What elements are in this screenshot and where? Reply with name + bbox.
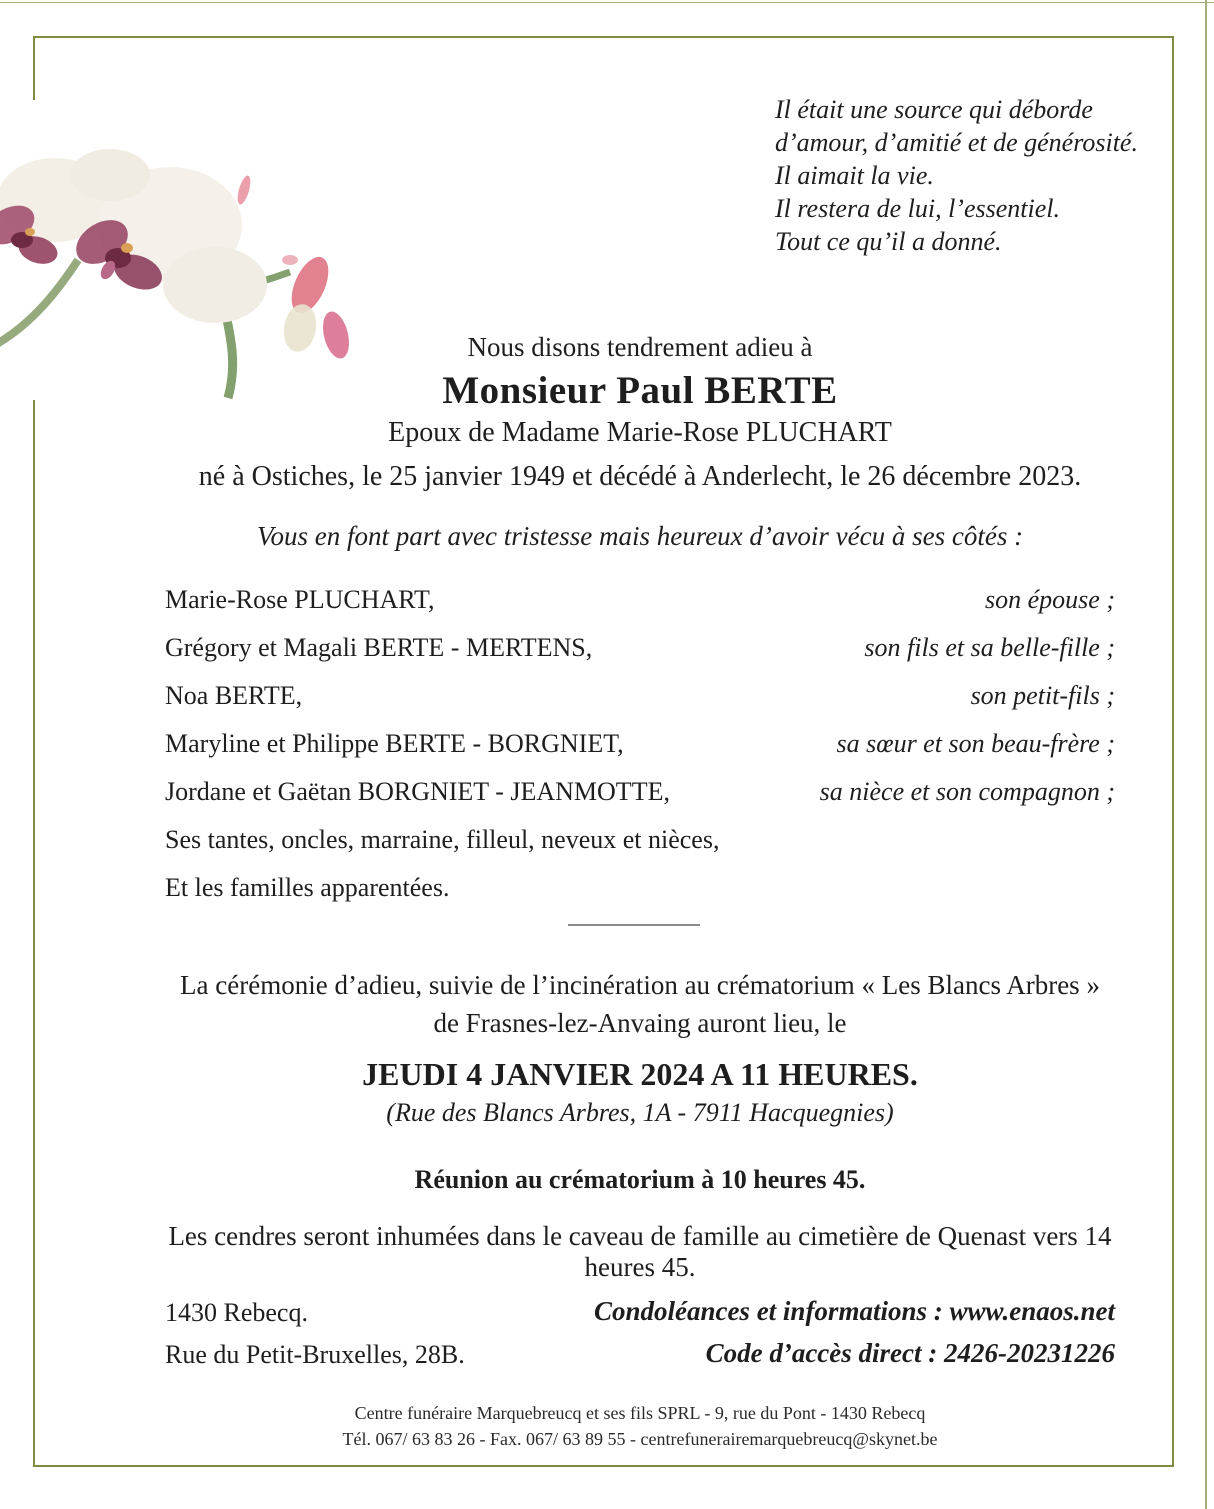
family-row	[165, 576, 1115, 624]
address-city: 1430 Rebecq.	[165, 1298, 308, 1327]
deceased-name: Monsieur Paul BERTE	[442, 369, 838, 412]
announcement-line: Vous en font part avec tristesse mais heureux d’avoir vécu à ses côtés :	[257, 521, 1024, 551]
ceremony-line: La cérémonie d’adieu, suivie de l’incinération au crématorium « Les Blancs Arbres »	[180, 970, 1100, 1000]
memorial-poem	[775, 93, 1155, 258]
scan-edge-right	[1205, 0, 1207, 1509]
condolences-info	[594, 1290, 1115, 1374]
farewell-intro: Nous disons tendrement adieu à	[467, 332, 813, 362]
poem-line: d’amour, d’amitié et de générosité.	[775, 128, 1138, 157]
ceremony-date: JEUDI 4 JANVIER 2024 A 11 HEURES.	[362, 1056, 918, 1092]
crematorium-address: (Rue des Blancs Arbres, 1A - 7911 Hacquegnies)	[386, 1098, 894, 1127]
section-divider	[568, 924, 700, 926]
family-names: Marie-Rose PLUCHART,	[165, 585, 435, 614]
access-code: Code d’accès direct : 2426-20231226	[705, 1338, 1115, 1368]
funeral-home-contact: Tél. 067/ 63 83 26 - Fax. 067/ 63 89 55 - centrefunerairemarquebreucq@skynet.be	[342, 1429, 938, 1449]
family-address	[165, 1292, 465, 1376]
family-row	[165, 624, 1115, 672]
family-names: Et les familles apparentées.	[165, 873, 450, 902]
family-relation: son épouse ;	[985, 585, 1115, 614]
condolences-url: Condoléances et informations : www.enaos.net	[593, 1296, 1115, 1326]
ceremony-line: de Frasnes-lez-Anvaing auront lieu, le	[433, 1008, 847, 1038]
family-list	[165, 576, 1115, 912]
family-names: Jordane et Gaëtan BORGNIET - JEANMOTTE,	[165, 777, 670, 806]
poem-line: Il était une source qui déborde	[775, 95, 1093, 124]
address-street: Rue du Petit-Bruxelles, 28B.	[165, 1340, 465, 1369]
family-names: Ses tantes, oncles, marraine, filleul, neveux et nièces,	[165, 825, 720, 854]
ceremony-paragraph	[165, 966, 1115, 1042]
family-row	[165, 768, 1115, 816]
ashes-line: Les cendres seront inhumées dans le caveau de famille au cimetière de Quenast vers 14 heures 45.	[168, 1221, 1112, 1282]
meeting-time: Réunion au crématorium à 10 heures 45.	[414, 1165, 866, 1194]
family-row	[165, 720, 1115, 768]
family-relation: sa sœur et son beau-frère ;	[836, 729, 1115, 758]
poem-line: Tout ce qu’il a donné.	[775, 227, 1002, 256]
family-relation: sa nièce et son compagnon ;	[819, 777, 1115, 806]
family-row	[165, 816, 1115, 864]
family-row	[165, 672, 1115, 720]
family-relation: son petit-fils ;	[970, 681, 1115, 710]
funeral-home-footer	[165, 1400, 1115, 1452]
poem-line: Il aimait la vie.	[775, 161, 934, 190]
poem-line: Il restera de lui, l’essentiel.	[775, 194, 1060, 223]
funeral-home-line: Centre funéraire Marquebreucq et ses fils SPRL - 9, rue du Pont - 1430 Rebecq	[354, 1403, 926, 1423]
scan-edge-top	[0, 2, 1214, 3]
family-names: Grégory et Magali BERTE - MERTENS,	[165, 633, 593, 662]
family-names: Maryline et Philippe BERTE - BORGNIET,	[165, 729, 624, 758]
birth-death-line: né à Ostiches, le 25 janvier 1949 et décédé à Anderlecht, le 26 décembre 2023.	[198, 461, 1082, 492]
spouse-line: Epoux de Madame Marie-Rose PLUCHART	[388, 417, 892, 448]
family-row	[165, 864, 1115, 912]
family-names: Noa BERTE,	[165, 681, 303, 710]
family-relation: son fils et sa belle-fille ;	[864, 633, 1115, 662]
